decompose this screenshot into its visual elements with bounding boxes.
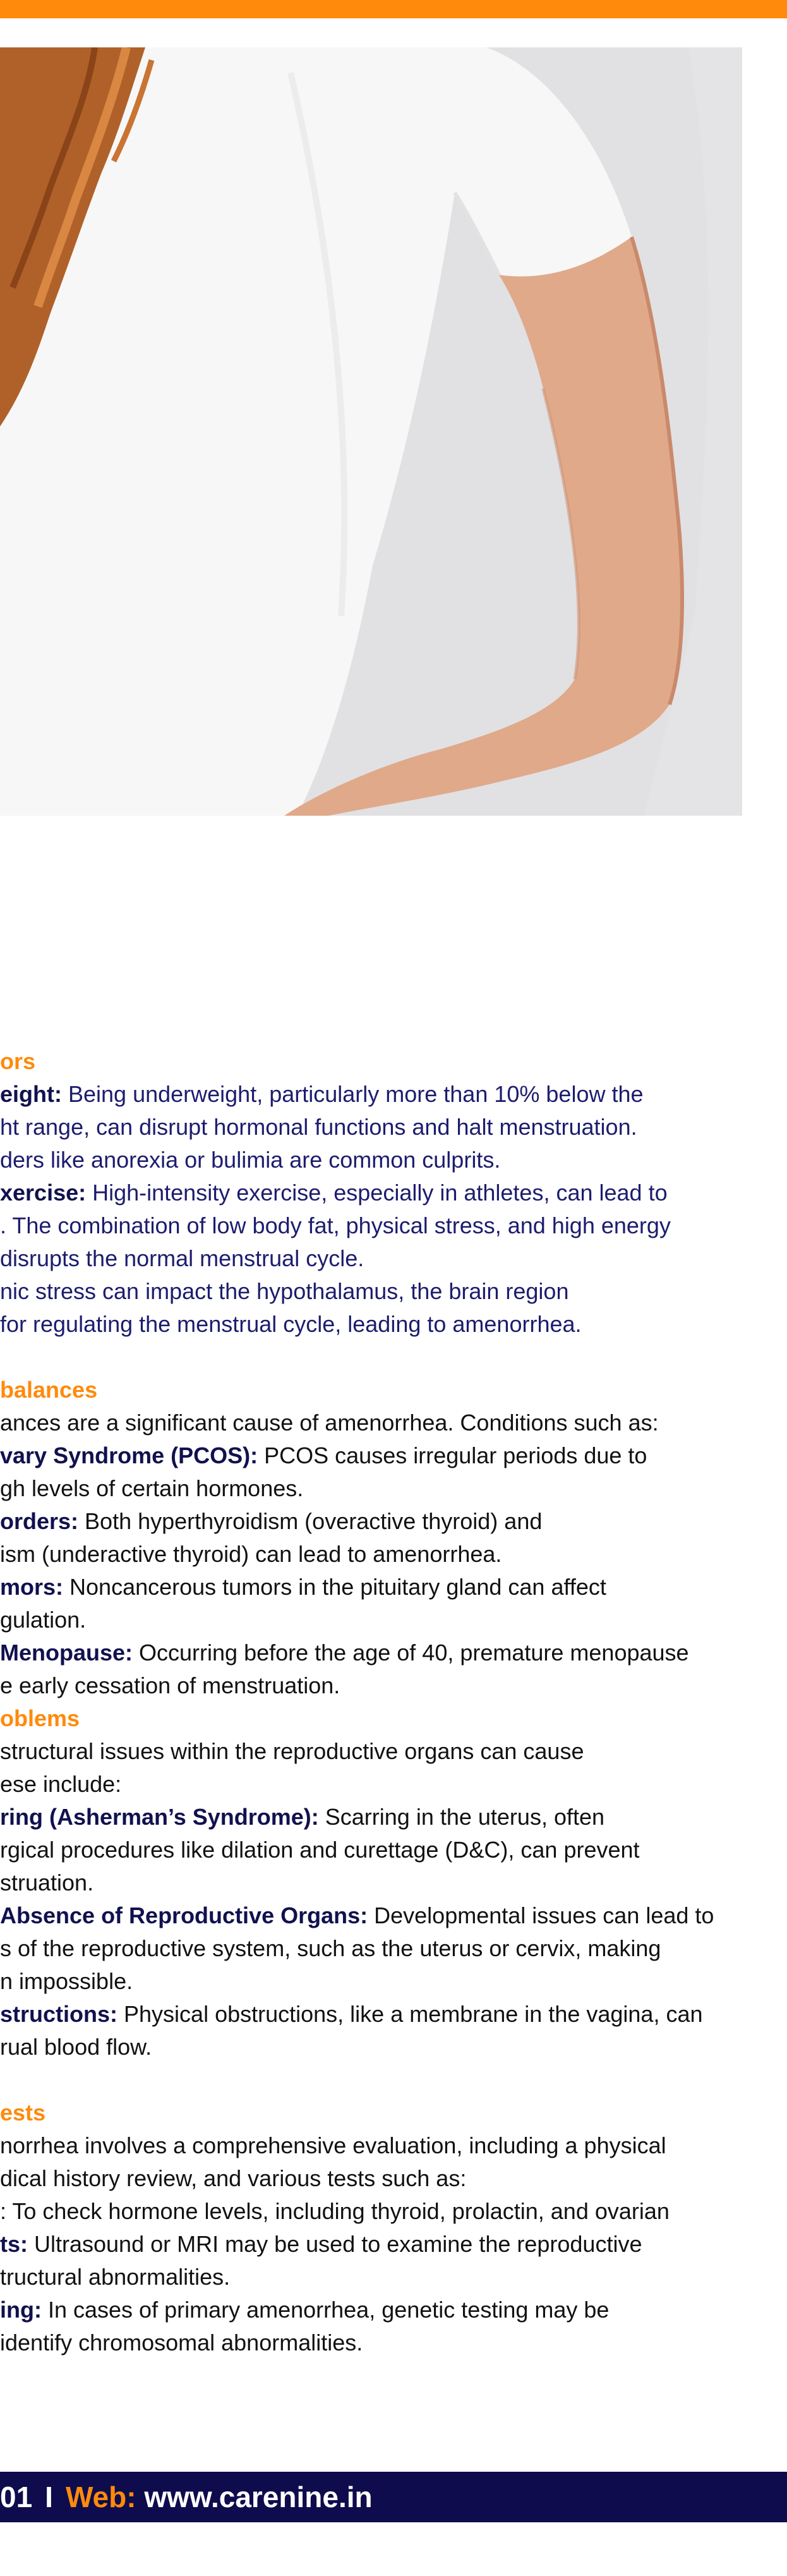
item-text: Scarring in the uterus, often rgical procedures like dilation and curettage (D&C), can prevent struation. <box>0 1804 640 1896</box>
spacer <box>0 2064 745 2096</box>
item-label: orders: <box>0 1508 79 1534</box>
list-item <box>0 2228 745 2294</box>
item-text: nic stress can impact the hypothalamus, the brain region for regulating the menstrual cycle, leading to amenorrhea. <box>0 1278 582 1337</box>
list-item <box>0 1078 745 1176</box>
item-label: structions: <box>0 2001 118 2027</box>
item-text: Developmental issues can lead to s of the reproductive system, such as the uterus or cervix, making n impossible. <box>0 1902 714 1994</box>
hero-photo <box>0 47 742 816</box>
item-label: ts: <box>0 2231 28 2257</box>
item-label: eight: <box>0 1081 62 1107</box>
woman-in-white-tshirt-image <box>0 47 742 816</box>
section-intro: structural issues within the reproductive organs can cause ese include: <box>0 1738 584 1797</box>
list-item <box>0 1176 745 1275</box>
item-text: Ultrasound or MRI may be used to examine the reproductive tructural abnormalities. <box>0 2231 642 2290</box>
spacer <box>0 1341 745 1374</box>
item-text: Being underweight, particularly more than 10% below the ht range, can disrupt hormonal functions and halt menstruation. ders like anorexia or bulimia are common culprits. <box>0 1081 644 1173</box>
section-heading: ors <box>0 1048 36 1074</box>
item-text: Noncancerous tumors in the pituitary gland can affect gulation. <box>0 1574 606 1633</box>
footer-separator: I <box>45 2481 53 2513</box>
item-text: PCOS causes irregular periods due to gh levels of certain hormones. <box>0 1442 647 1501</box>
list-item <box>0 1998 745 2064</box>
list-item <box>0 1439 745 1505</box>
footer-contact <box>0 2481 373 2513</box>
item-label: ring (Asherman’s Syndrome): <box>0 1804 319 1830</box>
section-intro: ances are a significant cause of amenorrhea. Conditions such as: <box>0 1410 659 1436</box>
item-label: ing: <box>0 2297 42 2323</box>
tests-section <box>0 2096 745 2359</box>
list-item <box>0 1275 745 1341</box>
top-accent-bar <box>0 0 787 18</box>
section-heading: balances <box>0 1377 98 1403</box>
item-label: Absence of Reproductive Organs: <box>0 1902 368 1928</box>
list-item <box>0 1505 745 1571</box>
section-heading: oblems <box>0 1705 80 1731</box>
list-item <box>0 2195 745 2228</box>
footer-phone: 01 <box>0 2481 33 2513</box>
item-label: Menopause: <box>0 1640 133 1666</box>
item-text: Physical obstructions, like a membrane in the vagina, can rual blood flow. <box>0 2001 703 2060</box>
item-text: Both hyperthyroidism (overactive thyroid) and ism (underactive thyroid) can lead to amenorrhea. <box>0 1508 543 1567</box>
structural-section <box>0 1702 745 2064</box>
footer-web-label: Web: <box>65 2481 136 2513</box>
footer-bar <box>0 2472 787 2522</box>
item-text: In cases of primary amenorrhea, genetic testing may be identify chromosomal abnormalities. <box>0 2297 610 2355</box>
list-item <box>0 1636 745 1702</box>
lifestyle-section <box>0 1045 745 1341</box>
footer-web-link[interactable]: www.carenine.in <box>144 2481 373 2513</box>
item-text: : To check hormone levels, including thyroid, prolactin, and ovarian <box>0 2198 670 2224</box>
item-text: High-intensity exercise, especially in athletes, can lead to . The combination of low body fat, physical stress, and high energy disrupts the normal menstrual cycle. <box>0 1180 671 1271</box>
hormonal-section <box>0 1374 745 1702</box>
document-body <box>0 1045 745 2359</box>
item-label: mors: <box>0 1574 64 1600</box>
section-heading: ests <box>0 2100 46 2126</box>
section-intro: norrhea involves a comprehensive evaluation, including a physical dical history review, and various tests such as: <box>0 2132 666 2191</box>
item-text: Occurring before the age of 40, premature menopause e early cessation of menstruation. <box>0 1640 689 1698</box>
item-label: vary Syndrome (PCOS): <box>0 1442 258 1468</box>
list-item <box>0 1571 745 1636</box>
list-item <box>0 1801 745 1899</box>
list-item <box>0 1899 745 1998</box>
item-label: xercise: <box>0 1180 87 1206</box>
list-item <box>0 2294 745 2359</box>
